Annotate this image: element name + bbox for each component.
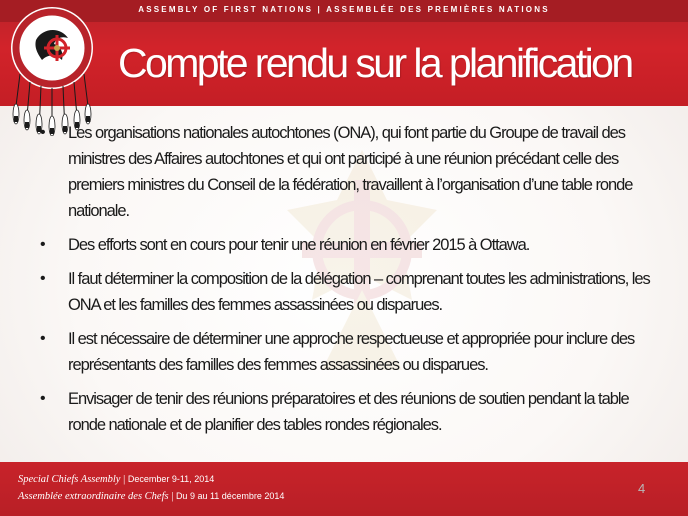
bullet-item: • Les organisations nationales autochtones (ONA), qui font partie du Groupe de travail des ministres des Affaires autochtones et qui ont participé à une réunion précédant celle des premiers ministres du Conseil de la fédération, travaillent à l’organisation d’une table ronde nationale.: [38, 120, 653, 224]
bullet-list: [38, 120, 653, 438]
footer-event-dates: December 9-11, 2014: [127, 474, 215, 484]
bullet-content: [38, 120, 653, 446]
footer-banner: [0, 462, 688, 516]
footer-separator: |: [120, 474, 128, 485]
afn-emblem-icon: [8, 4, 96, 136]
slide-title: Compte rendu sur la planification: [118, 40, 632, 86]
footer-event-name: Assemblée extraordinaire des Chefs: [18, 491, 169, 502]
footer-event-dates: Du 9 au 11 décembre 2014: [175, 491, 285, 501]
organization-name: ASSEMBLY OF FIRST NATIONS | ASSEMBLÉE DES PREMIÈRES NATIONS: [138, 5, 550, 14]
footer-event-name: Special Chiefs Assembly: [18, 474, 121, 485]
footer-separator: |: [168, 491, 176, 502]
footer-event-english: [18, 474, 214, 485]
bullet-item: • Il est nécessaire de déterminer une approche respectueuse et appropriée pour inclure des représentants des familles des femmes assassinées ou disparues.: [38, 326, 653, 378]
bullet-item: • Des efforts sont en cours pour tenir une réunion en février 2015 à Ottawa.: [38, 232, 653, 258]
page-number: 4: [638, 481, 646, 496]
bullet-item: • Il faut déterminer la composition de la délégation – comprenant toutes les administrations, les ONA et les familles des femmes assassinées ou disparues.: [38, 266, 653, 318]
bullet-item: • Envisager de tenir des réunions préparatoires et des réunions de soutien pendant la table ronde nationale et de planifier des tables rondes régionales.: [38, 386, 653, 438]
footer-event-french: [18, 491, 284, 502]
header-banner: [0, 0, 688, 106]
